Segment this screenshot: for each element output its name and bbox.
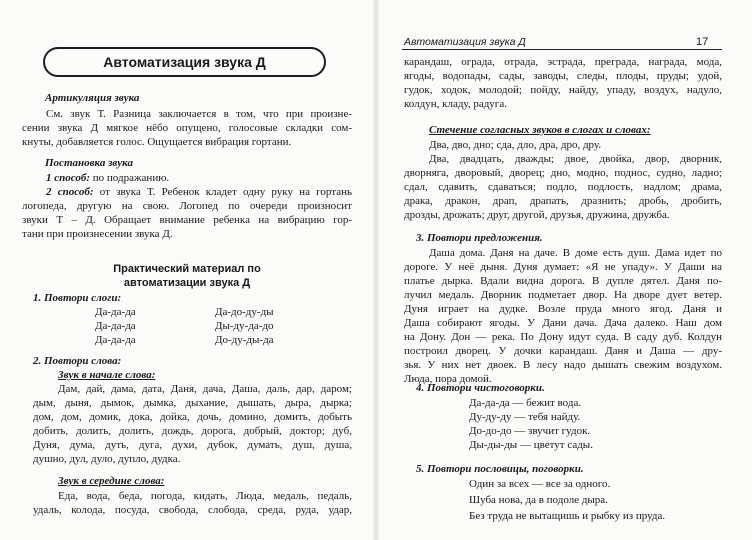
tongue-twister: Ды-ды-ды — цветут сады.	[469, 439, 593, 451]
text-line: лучил медаль. Дворник подметает двор. На дворе дует ветер.	[404, 289, 722, 301]
consonant-cluster-heading: Стечение согласных звуков в слогах и словах:	[429, 124, 651, 136]
text-line: логопеда, другую на свою. Логопед по очереди произносит	[22, 200, 352, 212]
tongue-twister: Ду-ду-ду — тебя найду.	[469, 411, 581, 423]
exercise-5-heading: 5. Повтори пословицы, поговорки.	[416, 463, 584, 475]
text-line: сении звука Д мягкое нёбо опущено, голосовые складки сом-	[22, 122, 352, 134]
header-rule	[402, 49, 722, 50]
page-title: Автоматизация звука Д	[43, 47, 326, 77]
proverb: Без труда не вытащишь и рыбку из пруда.	[469, 510, 666, 522]
text-line: добить, долить, долить, дождь, дорога, добрый, доктор; дуб,	[33, 425, 352, 437]
syllable: Да-да-да	[95, 334, 136, 346]
text-line: звуки Т – Д. Обращает внимание ребенка на вибрацию гор-	[22, 214, 352, 226]
text-line: Дуня, дума, дуть, дуга, духи, дубок, думать, душ, душа,	[33, 439, 352, 451]
word-start-heading: Звук в начале слова:	[58, 369, 156, 381]
articulation-heading: Артикуляция звука	[45, 92, 140, 104]
syllable: Да-да-да	[95, 306, 136, 318]
proverbs	[469, 477, 665, 523]
proverb: Шуба нова, да в подоле дыра.	[469, 494, 608, 506]
syllables-col-1	[95, 305, 136, 347]
text-line: карандаш, ограда, отрада, эстрада, преграда, награда, мода,	[404, 56, 722, 68]
tongue-twister: Да-да-да — бежит вода.	[469, 397, 582, 409]
tongue-twister: До-до-до — звучит гудок.	[469, 425, 591, 437]
text-line: Два, дво, дно; сда, дло, дра, дро, дру.	[429, 139, 602, 151]
text-line: душно, дул, дуло, дупло, дудка.	[33, 453, 181, 465]
right-page	[376, 0, 752, 540]
sentences-text	[404, 246, 722, 386]
setting-text	[22, 171, 352, 241]
text-line: тани при произнесении звука Д.	[22, 228, 173, 240]
exercise-3-heading: 3. Повтори предложения.	[416, 232, 543, 244]
text-line: зья. У них нет двоек. В лесу надо дышать свежим воздухом.	[404, 359, 722, 371]
word-middle-heading: Звук в середине слова:	[58, 475, 165, 487]
practical-title: Практический материал по автоматизации звука Д	[113, 263, 261, 289]
articulation-text	[22, 107, 352, 149]
text-line: дороге. У неё дыня. Дуня думает: «Я не упаду». У Даши на	[404, 261, 722, 273]
text-line: драка, дракон, драп, драпать, дразнить; дробь, дробить,	[404, 195, 722, 207]
text-line: дворняга, дворовый, дворец; дно, модно, поднос, судно, ладно;	[404, 167, 722, 179]
text-line: Два, двадцать, дважды; двое, двойка, двор, дворник,	[429, 153, 722, 165]
syllable: Ды-ду-да-до	[215, 320, 274, 332]
method-2-text: от звука Т. Ребенок кладет одну руку на гортань	[93, 186, 352, 198]
text-line: построил дворец. У дочки карандаш. Даня и Даша — дру-	[404, 345, 722, 357]
text-line: Дам, дай, дама, дата, Даня, дача, Даша, даль, дар, даром;	[58, 383, 352, 395]
exercise-1-heading: 1. Повтори слоги:	[33, 292, 122, 304]
text-line: на Дону. Дон — река. По Дону идут суда. В саду дуб. Колдун	[404, 331, 722, 343]
page-number: 17	[696, 36, 709, 48]
syllable: Да-до-ду-ды	[215, 306, 274, 318]
text-line: сдал, сдавить, сдаваться; подло, подлость, надлом; драма,	[404, 181, 722, 193]
syllables-col-2	[215, 305, 274, 347]
method-2-label: 2 способ:	[46, 186, 94, 198]
text-line: дрозды, дрожать; друг, другой, друзья, дружина, дружба.	[404, 209, 670, 221]
word-middle-list	[33, 489, 352, 517]
text-line: удаль, колода, посуда, свобода, слобода, среда, руда, удар,	[33, 504, 352, 516]
practical-heading	[22, 262, 352, 290]
exercise-2-heading: 2. Повтори слова:	[33, 355, 122, 367]
text-line: платье дырка. Вдали видна дорога. В дупле дятел. Даня по-	[404, 275, 722, 287]
syllable: До-ду-ды-да	[215, 334, 274, 346]
text-line: дым, дыня, дымок, дымка, дыхание, дышать, дыра, дырка;	[33, 397, 352, 409]
tongue-twisters	[469, 396, 593, 452]
text-line: кнуты, добавляется голос. Ощущается вибрация гортани.	[22, 136, 292, 148]
consonant-cluster-list	[404, 138, 722, 222]
exercise-4-heading: 4. Повтори чистоговорки.	[416, 382, 545, 394]
text-line: Еда, вода, беда, погода, кидать, Люда, медаль, педаль,	[58, 490, 352, 502]
text-line: Даша дома. Даня на даче. В доме есть душ. Дама идет по	[429, 247, 722, 259]
continued-words	[404, 55, 722, 111]
text-line: дом, дом, домик, дока, дойка, дочь, домино, домить, добыть	[33, 411, 352, 423]
method-1	[22, 171, 352, 185]
text-line: гудок, ходок, молодой; пойду, найду, упаду, воздух, надуло,	[404, 84, 722, 96]
text-line: ягоды, водопады, сады, заводы, следы, плоды, пруды; удой,	[404, 70, 722, 82]
text-line: Даша собирают ягоды. У Дани дача. Дача далеко. Наш дом	[404, 317, 722, 329]
method-2	[22, 185, 352, 199]
text-line: См. звук Т. Разница заключается в том, что при произне-	[46, 108, 352, 120]
text-line: Люда, пора домой.	[404, 373, 492, 385]
method-1-label: 1 способ:	[46, 172, 91, 184]
text-line: Дуня играет на дудке. Возле пруда много ягод. Даня и	[404, 303, 722, 315]
setting-heading: Постановка звука	[45, 157, 133, 169]
running-title: Автоматизация звука Д	[404, 36, 526, 48]
syllable: Да-да-да	[95, 320, 136, 332]
word-start-list	[33, 382, 352, 466]
proverb: Один за всех — все за одного.	[469, 478, 611, 490]
text-line: колдун, кладу, радуга.	[404, 98, 507, 110]
method-1-text: по подражанию.	[90, 172, 170, 184]
